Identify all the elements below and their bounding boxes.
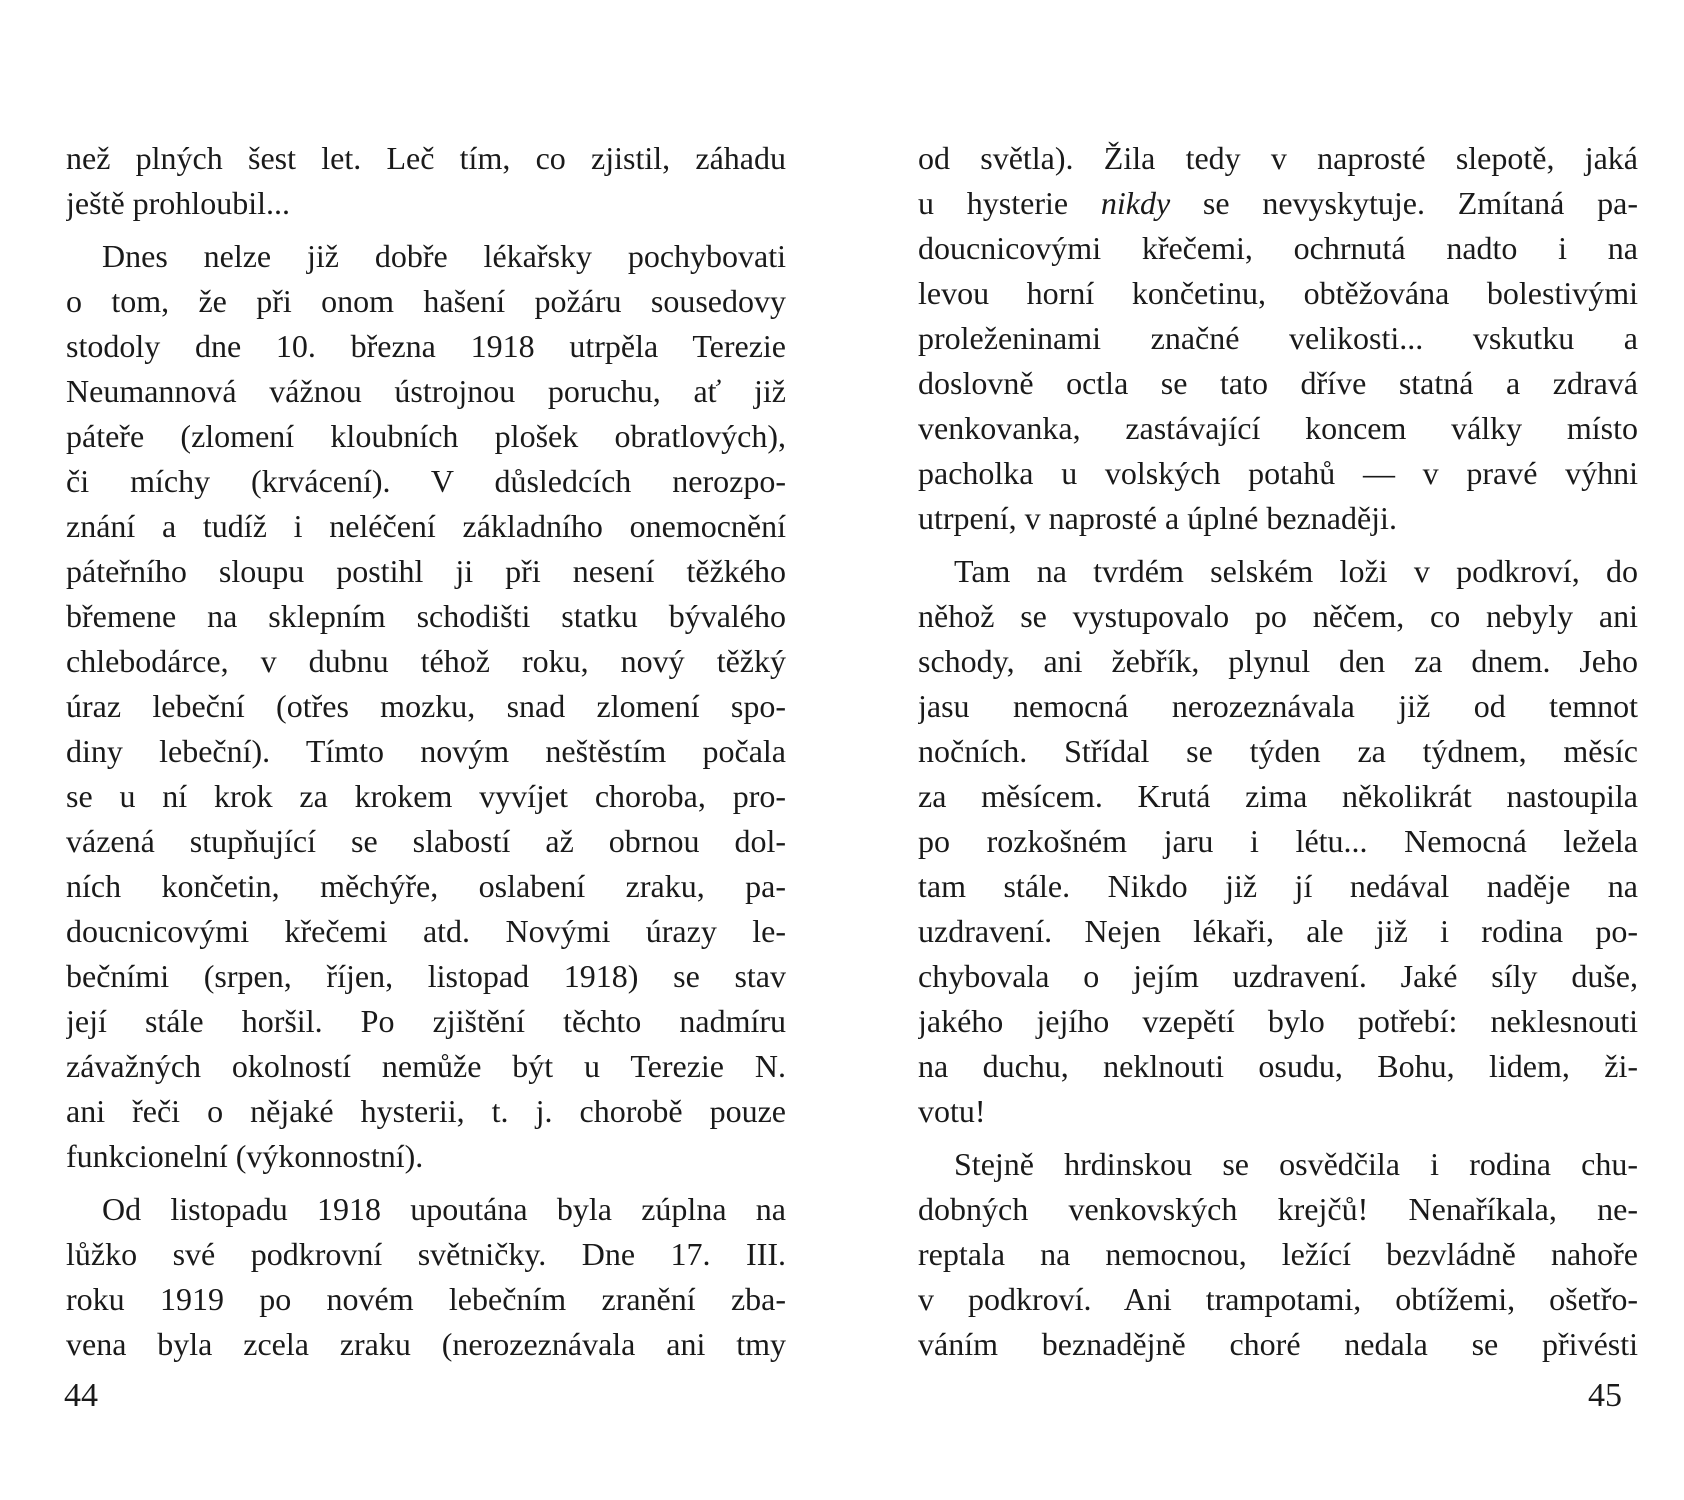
text-line: doslovně octla se tato dříve statná a zdravá — [918, 365, 1638, 401]
text-line: ních končetin, měchýře, oslabení zraku, pa- — [66, 868, 786, 904]
left-page-text — [66, 136, 786, 1367]
text-span: u hysterie — [918, 185, 1101, 221]
text-line: bečními (srpen, říjen, listopad 1918) se stav — [66, 958, 786, 994]
paragraph-start-line: Od listopadu 1918 upoutána byla zúplna na — [102, 1191, 786, 1227]
text-line: diny lebeční). Tímto novým neštěstím počala — [66, 733, 786, 769]
text-line: za měsícem. Krutá zima několikrát nastoupila — [918, 778, 1638, 814]
paragraph-start-line: Dnes nelze již dobře lékařsky pochybovati — [102, 238, 786, 274]
text-line: venkovanka, zastávající koncem války místo — [918, 410, 1638, 446]
text-line: po rozkošném jaru i létu... Nemocná ležela — [918, 823, 1638, 859]
text-line: se u ní krok za krokem vyvíjet choroba, pro- — [66, 778, 786, 814]
text-line: nočních. Střídal se týden za týdnem, měsíc — [918, 733, 1638, 769]
text-line: na duchu, neklnouti osudu, Bohu, lidem, ži- — [918, 1048, 1638, 1084]
text-line: stodoly dne 10. března 1918 utrpěla Terezie — [66, 328, 786, 364]
text-line: od světla). Žila tedy v naprosté slepotě, jaká — [918, 140, 1638, 176]
text-line: váním beznadějně choré nedala se přivésti — [918, 1326, 1638, 1362]
text-line: závažných okolností nemůže být u Terezie N. — [66, 1048, 786, 1084]
text-line: funkcionelní (výkonnostní). — [66, 1138, 424, 1174]
text-line: její stále horšil. Po zjištění těchto nadmíru — [66, 1003, 786, 1039]
text-line: reptala na nemocnou, ležící bezvládně nahoře — [918, 1236, 1638, 1272]
text-line: něhož se vystupovalo po něčem, co nebyly ani — [918, 598, 1638, 634]
paragraph-start-line: Stejně hrdinskou se osvědčila i rodina chu- — [954, 1146, 1638, 1182]
text-span: se nevyskytuje. Zmítaná pa- — [1170, 185, 1638, 221]
text-line: o tom, že při onom hašení požáru sousedovy — [66, 283, 786, 319]
paragraph-start-line: Tam na tvrdém selském loži v podkroví, do — [954, 553, 1638, 589]
text-line: břemene na sklepním schodišti statku bývalého — [66, 598, 786, 634]
text-line: tam stále. Nikdo již jí nedával naděje na — [918, 868, 1638, 904]
text-line: ještě prohloubil... — [66, 185, 290, 221]
text-line: v podkroví. Ani trampotami, obtížemi, ošetřo- — [918, 1281, 1638, 1317]
right-page-text — [918, 136, 1638, 1367]
page-number-left: 44 — [64, 1377, 98, 1414]
emphasized-word: nikdy — [1100, 185, 1171, 221]
page-number-right: 45 — [1588, 1377, 1622, 1414]
text-line: doucnicovými křečemi atd. Novými úrazy le- — [66, 913, 786, 949]
text-line: chlebodárce, v dubnu téhož roku, nový těžký — [66, 643, 786, 679]
text-line: vázená stupňující se slabostí až obrnou dol- — [66, 823, 786, 859]
text-line: či míchy (krvácení). V důsledcích nerozpo- — [66, 463, 786, 499]
text-line: chybovala o jejím uzdravení. Jaké síly duše, — [918, 958, 1638, 994]
text-line: lůžko své podkrovní světničky. Dne 17. III. — [66, 1236, 786, 1272]
text-line: úraz lebeční (otřes mozku, snad zlomení spo- — [66, 688, 786, 724]
text-line: vena byla zcela zraku (nerozeznávala ani tmy — [66, 1326, 786, 1362]
text-line: jasu nemocná nerozeznávala již od temnot — [918, 688, 1638, 724]
text-line: než plných šest let. Leč tím, co zjistil, záhadu — [66, 140, 786, 176]
text-line: páteřního sloupu postihl ji při nesení těžkého — [66, 553, 786, 589]
text-line: Neumannová vážnou ústrojnou poruchu, ať již — [66, 373, 786, 409]
text-line: páteře (zlomení kloubních plošek obratlových), — [66, 418, 786, 454]
text-line-with-emphasis — [918, 181, 1638, 226]
text-line: schody, ani žebřík, plynul den za dnem. Jeho — [918, 643, 1638, 679]
text-line: dobných venkovských krejčů! Nenaříkala, ne- — [918, 1191, 1638, 1227]
text-line: doucnicovými křečemi, ochrnutá nadto i na — [918, 230, 1638, 266]
text-line: ani řeči o nějaké hysterii, t. j. chorobě pouze — [66, 1093, 786, 1129]
text-line: znání a tudíž i neléčení základního onemocnění — [66, 508, 786, 544]
text-line: jakého jejího vzepětí bylo potřebí: neklesnouti — [918, 1003, 1638, 1039]
text-line: utrpení, v naprosté a úplné beznaději. — [918, 500, 1397, 536]
text-line: uzdravení. Nejen lékaři, ale již i rodina po- — [918, 913, 1638, 949]
text-line: pacholka u volských potahů — v pravé výhni — [918, 455, 1638, 491]
text-line: proleženinami značné velikosti... vskutku a — [918, 320, 1638, 356]
text-line: levou horní končetinu, obtěžována bolestivými — [918, 275, 1638, 311]
text-line: votu! — [918, 1093, 986, 1129]
text-line: roku 1919 po novém lebečním zranění zba- — [66, 1281, 786, 1317]
